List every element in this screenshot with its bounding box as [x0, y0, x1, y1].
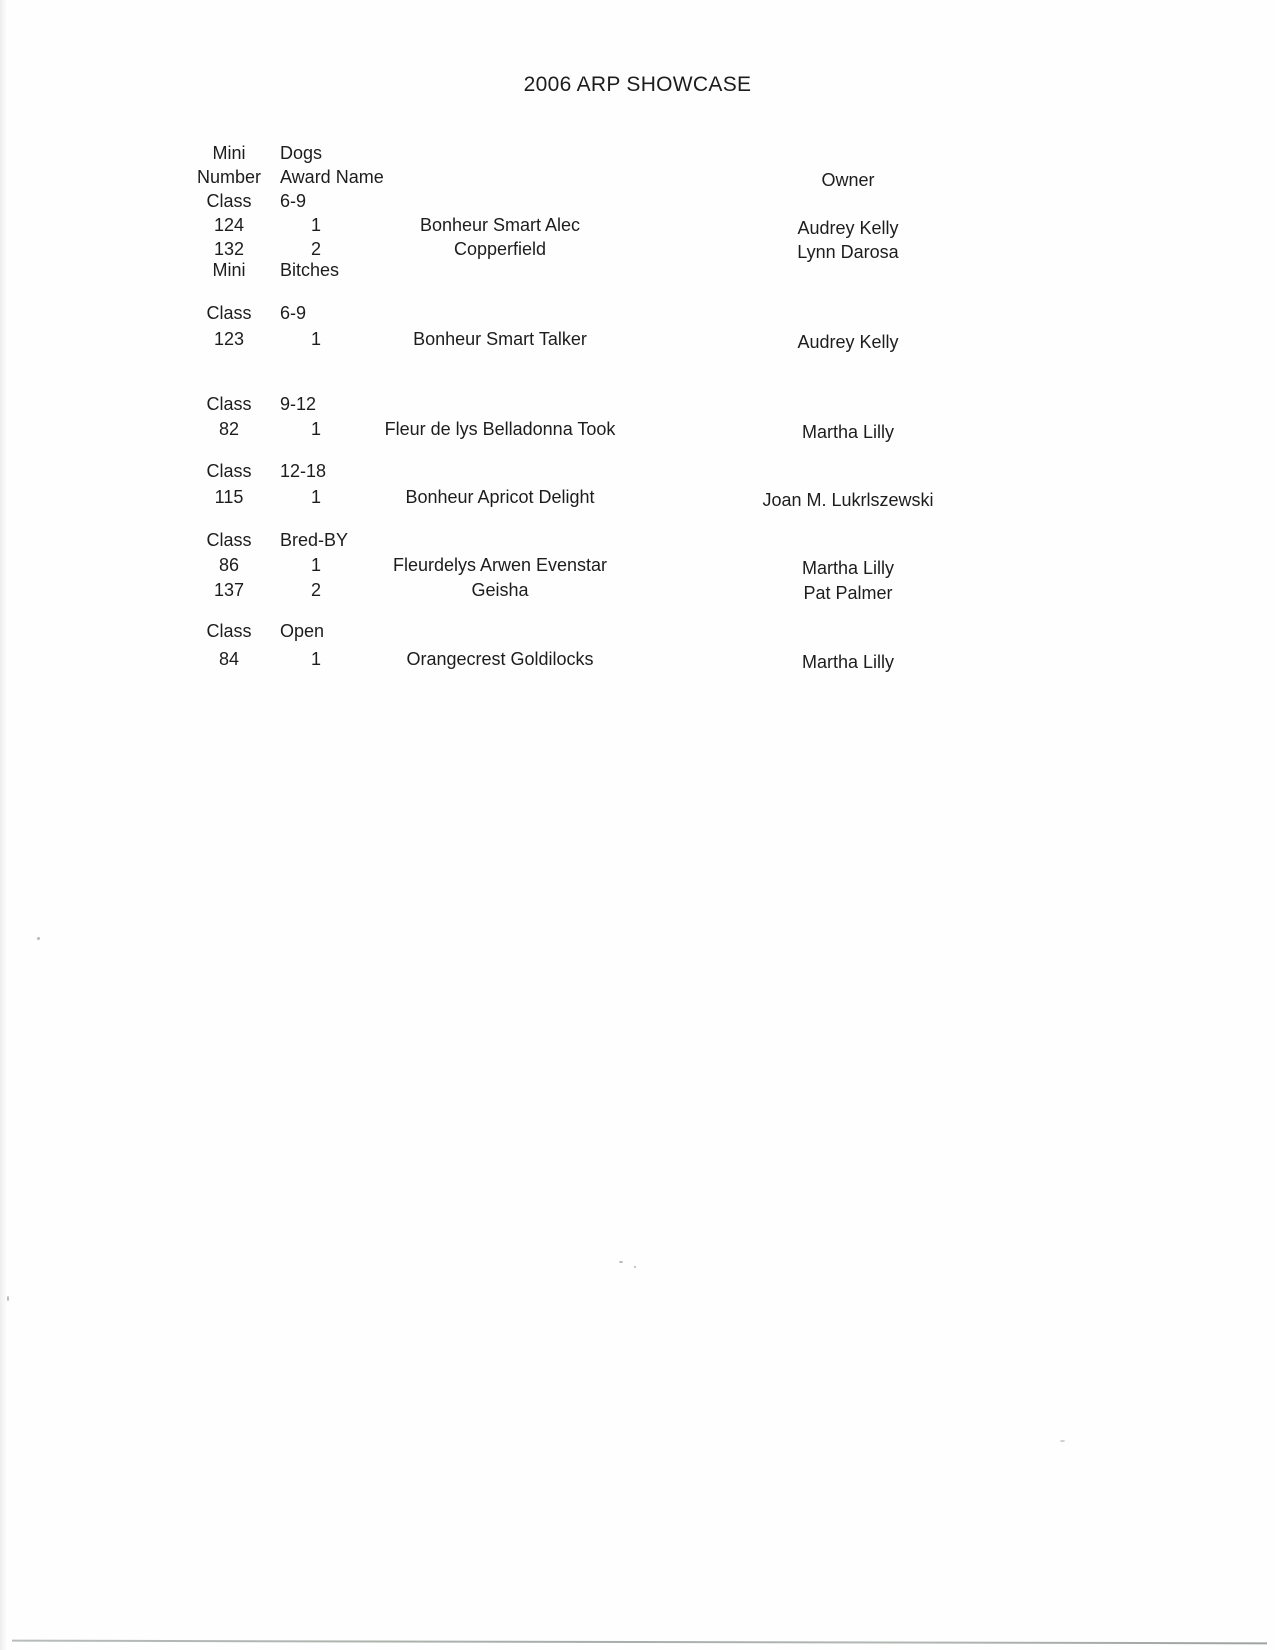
entry-row — [0, 580, 1275, 606]
class-name: 6-9 — [280, 303, 307, 323]
group-header-row — [0, 260, 1275, 286]
entry-row — [0, 329, 1275, 355]
class-row — [0, 461, 1275, 487]
entry-award: 1 — [310, 487, 321, 507]
class-row — [0, 621, 1275, 647]
entry-owner: Audrey Kelly — [797, 218, 899, 238]
entry-award: 1 — [310, 649, 321, 669]
entry-dog-name: Geisha — [471, 580, 529, 600]
entry-row — [0, 555, 1275, 581]
class-label: Class — [206, 191, 252, 211]
entry-owner: Pat Palmer — [803, 583, 893, 603]
entry-award: 1 — [310, 215, 321, 235]
entry-number: 137 — [213, 580, 245, 600]
class-label: Class — [206, 394, 252, 414]
entry-award: 1 — [310, 419, 321, 439]
class-row — [0, 303, 1275, 329]
entry-award: 2 — [310, 239, 321, 259]
column-header-row — [0, 167, 1275, 193]
class-name: 6-9 — [280, 191, 307, 211]
entry-award: 1 — [310, 329, 321, 349]
entry-owner: Martha Lilly — [801, 558, 895, 578]
scan-speck — [619, 1261, 623, 1263]
entry-number: 82 — [218, 419, 240, 439]
entry-row — [0, 419, 1275, 445]
scan-speck — [634, 1266, 636, 1268]
entry-dog-name: Bonheur Smart Alec — [419, 215, 581, 235]
entry-award: 1 — [310, 555, 321, 575]
scan-speck — [37, 937, 40, 940]
entry-dog-name: Orangecrest Goldilocks — [406, 649, 594, 669]
entry-owner: Lynn Darosa — [797, 242, 899, 262]
scan-speck — [7, 1296, 9, 1301]
page-title: 2006 ARP SHOWCASE — [523, 73, 752, 96]
owner-column-header: Owner — [821, 170, 875, 190]
entry-dog-name: Fleur de lys Belladonna Took — [384, 419, 616, 439]
entry-number: 124 — [213, 215, 245, 235]
entry-dog-name: Fleurdelys Arwen Evenstar — [392, 555, 608, 575]
variety-label: Mini — [212, 260, 246, 280]
entry-number: 84 — [218, 649, 240, 669]
entry-award: 2 — [310, 580, 321, 600]
scan-speck — [1060, 1440, 1065, 1442]
class-label: Class — [206, 530, 252, 550]
class-label: Class — [206, 461, 252, 481]
class-row — [0, 394, 1275, 420]
award-name-column-header: Award Name — [280, 167, 384, 187]
entry-owner: Audrey Kelly — [797, 332, 899, 352]
entry-number: 132 — [213, 239, 245, 259]
sex-label: Dogs — [280, 143, 323, 163]
class-row — [0, 191, 1275, 217]
entry-dog-name: Copperfield — [453, 239, 547, 259]
entry-dog-name: Bonheur Apricot Delight — [405, 487, 595, 507]
entry-dog-name: Bonheur Smart Talker — [413, 329, 587, 349]
entry-number: 115 — [214, 487, 244, 507]
scan-bottom-edge-line — [12, 1640, 1267, 1645]
entry-owner: Martha Lilly — [801, 652, 895, 672]
entry-row — [0, 649, 1275, 675]
variety-label: Mini — [212, 143, 246, 163]
number-column-header: Number — [196, 167, 262, 187]
class-label: Class — [206, 303, 252, 323]
entry-row — [0, 215, 1275, 241]
group-header-row — [0, 143, 1275, 169]
class-row — [0, 530, 1275, 556]
class-label: Class — [206, 621, 252, 641]
class-name: Bred-BY — [280, 530, 349, 550]
entry-number: 123 — [213, 329, 245, 349]
class-name: 12-18 — [280, 461, 327, 481]
class-name: 9-12 — [280, 394, 317, 414]
entry-owner: Joan M. Lukrlszewski — [762, 490, 934, 510]
class-name: Open — [280, 621, 325, 641]
entry-row — [0, 487, 1275, 513]
sex-label: Bitches — [280, 260, 340, 280]
entry-owner: Martha Lilly — [801, 422, 895, 442]
entry-number: 86 — [218, 555, 240, 575]
